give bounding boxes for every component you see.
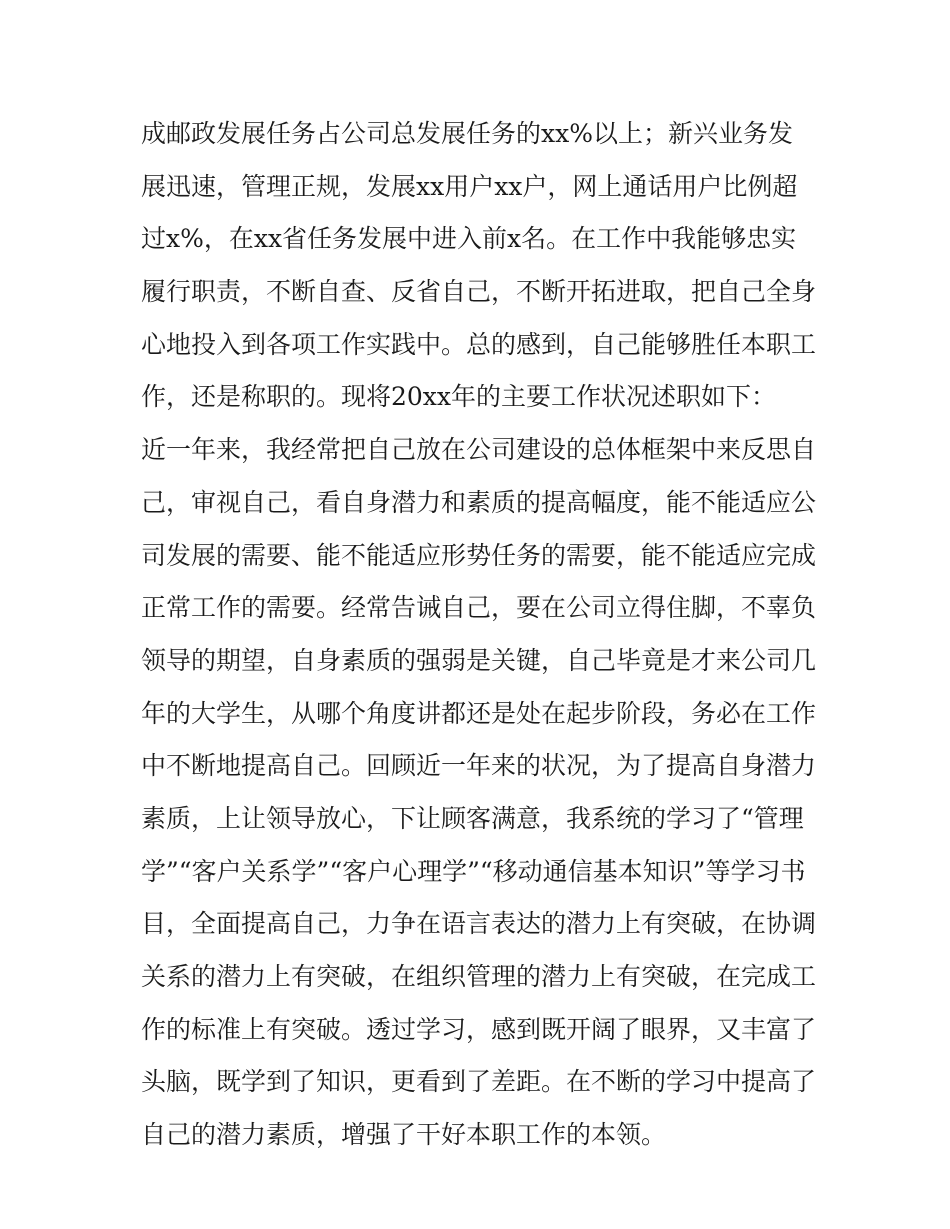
text-line: 关系的潜力上有突破，在组织管理的潜力上有突破，在完成工 [141, 962, 817, 991]
text-line: 自己的潜力素质，增强了干好本职工作的本领。 [141, 1120, 667, 1150]
text-line: 素质，上让领导放心，下让顾客满意，我系统的学习了“管理 [141, 803, 804, 833]
text-line: 正常工作的需要。经常告诫自己，要在公司立得住脚，不辜负 [141, 593, 817, 623]
text-line: 司发展的需要、能不能适应形势任务的需要，能不能适应完成 [141, 540, 817, 570]
text-line: 头脑，既学到了知识，更看到了差距。在不断的学习中提高了 [141, 1067, 817, 1097]
text-line: 学”“客户关系学”“客户心理学”“移动通信基本知识”等学习书 [141, 856, 806, 886]
text-line: 作，还是称职的。现将20xx年的主要工作状况述职如下： [141, 382, 777, 412]
text-line: 中不断地提高自己。回顾近一年来的状况，为了提高自身潜力 [141, 751, 817, 781]
text-line: 年的大学生，从哪个角度讲都还是处在起步阶段，务必在工作 [141, 698, 817, 728]
text-line: 领导的期望，自身素质的强弱是关键，自己毕竟是才来公司几 [141, 645, 817, 675]
text-line: 过x%，在xx省任务发展中进入前x名。在工作中我能够忠实 [141, 224, 797, 254]
text-line: 目，全面提高自己，力争在语言表达的潜力上有突破，在协调 [141, 909, 817, 939]
text-line: 展迅速，管理正规，发展xx用户xx户，网上通话用户比例超 [141, 171, 798, 201]
body-text [141, 108, 821, 1162]
text-line: 履行职责，不断自查、反省自己，不断开拓进取，把自己全身 [141, 277, 817, 307]
text-line: 作的标准上有突破。透过学习，感到既开阔了眼界，又丰富了 [141, 1014, 817, 1044]
text-line: 己，审视自己，看自身潜力和素质的提高幅度，能不能适应公 [141, 487, 817, 517]
text-line: 成邮政发展任务占公司总发展任务的xx%以上；新兴业务发 [141, 119, 793, 148]
text-line: 近一年来，我经常把自己放在公司建设的总体框架中来反思自 [141, 435, 817, 465]
text-line: 心地投入到各项工作实践中。总的感到，自己能够胜任本职工 [141, 329, 817, 359]
